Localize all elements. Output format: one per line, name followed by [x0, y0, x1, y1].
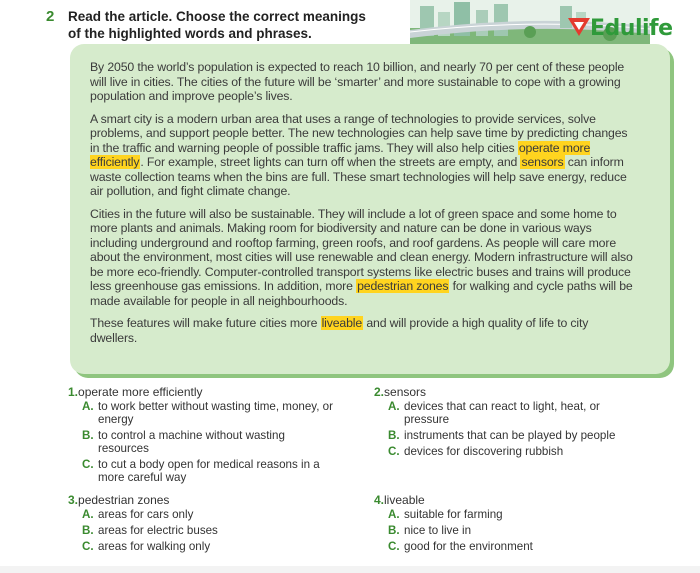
question-3: [68, 492, 338, 556]
option-2b[interactable]: B. instruments that can be played by people: [388, 429, 616, 442]
exercise-number: 2: [46, 8, 55, 25]
instruction-line-1: Read the article. Choose the correct meanings: [68, 9, 366, 24]
question-title: 2.sensors: [374, 385, 427, 399]
question-title: 4.liveable: [374, 493, 425, 507]
brand-logo-icon: [566, 16, 592, 38]
option-2a[interactable]: A. devices that can react to light, heat, or pressure: [388, 400, 600, 426]
option-3a[interactable]: A. areas for cars only: [82, 508, 194, 521]
highlight-liveable: liveable: [321, 316, 363, 330]
option-2c[interactable]: C. devices for discovering rubbish: [388, 445, 564, 458]
option-3c[interactable]: C. areas for walking only: [82, 540, 211, 553]
article-text: [90, 60, 635, 353]
option-1a[interactable]: A. to work better without wasting time, money, or energy: [82, 400, 333, 426]
brand-name: Edulife: [590, 16, 673, 41]
question-1: [68, 384, 338, 487]
article-paragraph-4: These features will make future cities more liveable and will provide a high quality of life to city dwellers.: [90, 316, 589, 345]
highlight-pedestrian-zones: pedestrian zones: [357, 279, 449, 293]
article-paragraph-2: A smart city is a modern urban area that uses a range of technologies to provide services, solve problems, and support people better. The new technologies can help save time by predicting changes in the traffic and warning people of possible traffic jams. They will also help cities operate more efficiently. For example, street lights can turn off when the streets are empty, and sensors can inform waste collection teams when the bins are full. These smart technologies will help save energy, reduce air pollution, and fight climate change.: [90, 111, 628, 198]
option-4a[interactable]: A. suitable for farming: [388, 508, 503, 521]
highlight-operate-more-efficiently: operate more efficiently: [90, 140, 591, 169]
highlight-sensors: sensors: [521, 155, 564, 169]
question-2: [374, 384, 644, 461]
question-title: 1.operate more efficiently: [68, 385, 203, 399]
option-3b[interactable]: B. areas for electric buses: [82, 524, 218, 537]
option-4c[interactable]: C. good for the environment: [388, 540, 533, 553]
article-paragraph-1: By 2050 the world’s population is expected to reach 10 billion, and nearly 70 per cent of these people will live in cities. The cities of the future will be ‘smarter’ and more sustainable to cope with a growing population and improve people’s lives.: [90, 60, 625, 103]
option-4b[interactable]: B. nice to live in: [388, 524, 472, 537]
question-4: [374, 492, 644, 556]
question-title: 3.pedestrian zones: [68, 493, 170, 507]
page-footer-strip: [0, 566, 700, 573]
option-1b[interactable]: B. to control a machine without wasting resources: [82, 429, 285, 455]
option-1c[interactable]: C. to cut a body open for medical reasons in a more careful way: [82, 458, 320, 484]
article-panel: [70, 44, 682, 374]
instruction-line-2: of the highlighted words and phrases.: [68, 26, 312, 41]
article-paragraph-3: Cities in the future will also be sustainable. They will include a lot of green space and some home to more plants and animals. Making room for biodiversity and nature can be done in various ways including underground and rooftop farming, green roofs, and roof gardens. As people will care more about the environment, most cities will use renewable and clean energy. Modern infrastructure will also be more eco-friendly. Computer-controlled transport systems like electric buses and trains will produce less greenhouse gas emissions. In addition, more pedestrian zones for walking and cycle paths will be made available for people in all neighbourhoods.: [90, 206, 633, 308]
